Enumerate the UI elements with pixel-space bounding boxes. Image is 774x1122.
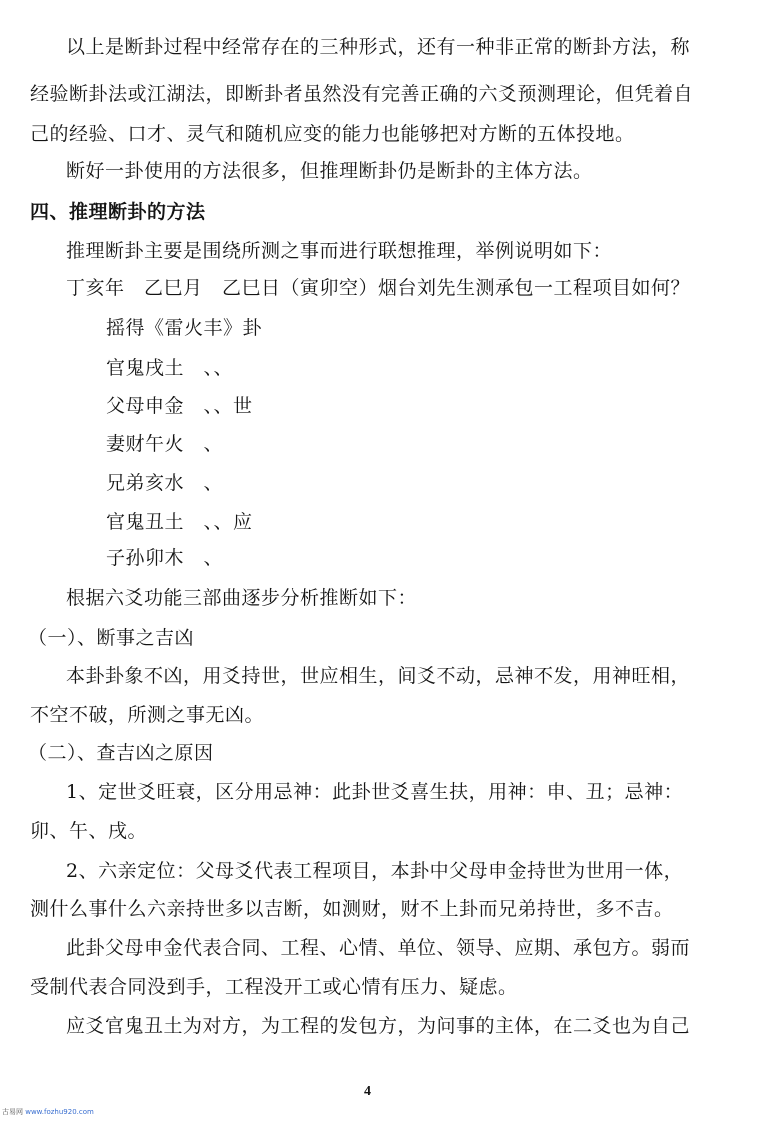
hexagram-title: 摇得《雷火丰》卦 — [106, 317, 263, 339]
watermark — [2, 1108, 94, 1117]
part1-heading: （一）、断事之吉凶 — [28, 627, 195, 649]
part2-line-6: 受制代表合同没到手，工程没开工或心情有压力、疑虑。 — [30, 976, 518, 998]
intro-line: 推理断卦主要是围绕所测之事而进行联想推理，举例说明如下： — [66, 240, 613, 262]
part2-line-2: 卯、午、戌。 — [30, 820, 148, 842]
part2-line-4: 测什么事什么六亲持世多以吉断，如测财，财不上卦而兄弟持世，多不吉。 — [30, 898, 674, 920]
section-heading: 四、推理断卦的方法 — [30, 201, 206, 223]
analysis-intro: 根据六爻功能三部曲逐步分析推断如下： — [66, 587, 418, 609]
part2-line-3: 2、六亲定位：父母爻代表工程项目，本卦中父母申金持世为世用一体， — [66, 860, 684, 882]
hexagram-line-6: 子孙卯木 、 — [106, 547, 224, 569]
hexagram-line-4: 兄弟亥水 、 — [106, 472, 224, 494]
part2-line-7: 应爻官鬼丑土为对方，为工程的发包方，为问事的主体，在二爻也为自己 — [66, 1015, 691, 1037]
body-line-2: 经验断卦法或江湖法，即断卦者虽然没有完善正确的六爻预测理论，但凭着自 — [30, 83, 694, 105]
part2-heading: （二）、查吉凶之原因 — [28, 742, 214, 764]
part1-line-1: 本卦卦象不凶，用爻持世，世应相生，间爻不动，忌神不发，用神旺相， — [66, 665, 691, 687]
hexagram-line-5: 官鬼丑土 、、应 — [106, 511, 253, 533]
hexagram-line-3: 妻财午火 、 — [106, 433, 224, 455]
part1-line-2: 不空不破，所测之事无凶。 — [30, 704, 265, 726]
part2-line-1: 1、定世爻旺衰，区分用忌神：此卦世爻喜生扶，用神：申、丑；忌神： — [66, 781, 684, 803]
body-line-3: 己的经验、口才、灵气和随机应变的能力也能够把对方断的五体投地。 — [30, 123, 635, 145]
watermark-url[interactable]: www.fozhu920.com — [25, 1108, 94, 1116]
example-line: 丁亥年 乙巳月 乙巳日（寅卯空）烟台刘先生测承包一工程项目如何？ — [66, 277, 691, 299]
hexagram-line-1: 官鬼戌土 、、 — [106, 357, 234, 379]
body-line-4: 断好一卦使用的方法很多，但推理断卦仍是断卦的主体方法。 — [66, 160, 593, 182]
hexagram-line-2: 父母申金 、、世 — [106, 395, 253, 417]
body-line-1: 以上是断卦过程中经常存在的三种形式，还有一种非正常的断卦方法，称 — [66, 36, 691, 58]
watermark-label: 古易网 — [2, 1108, 23, 1116]
page-number: 4 — [364, 1084, 371, 1099]
part2-line-5: 此卦父母申金代表合同、工程、心情、单位、领导、应期、承包方。弱而 — [66, 937, 691, 959]
